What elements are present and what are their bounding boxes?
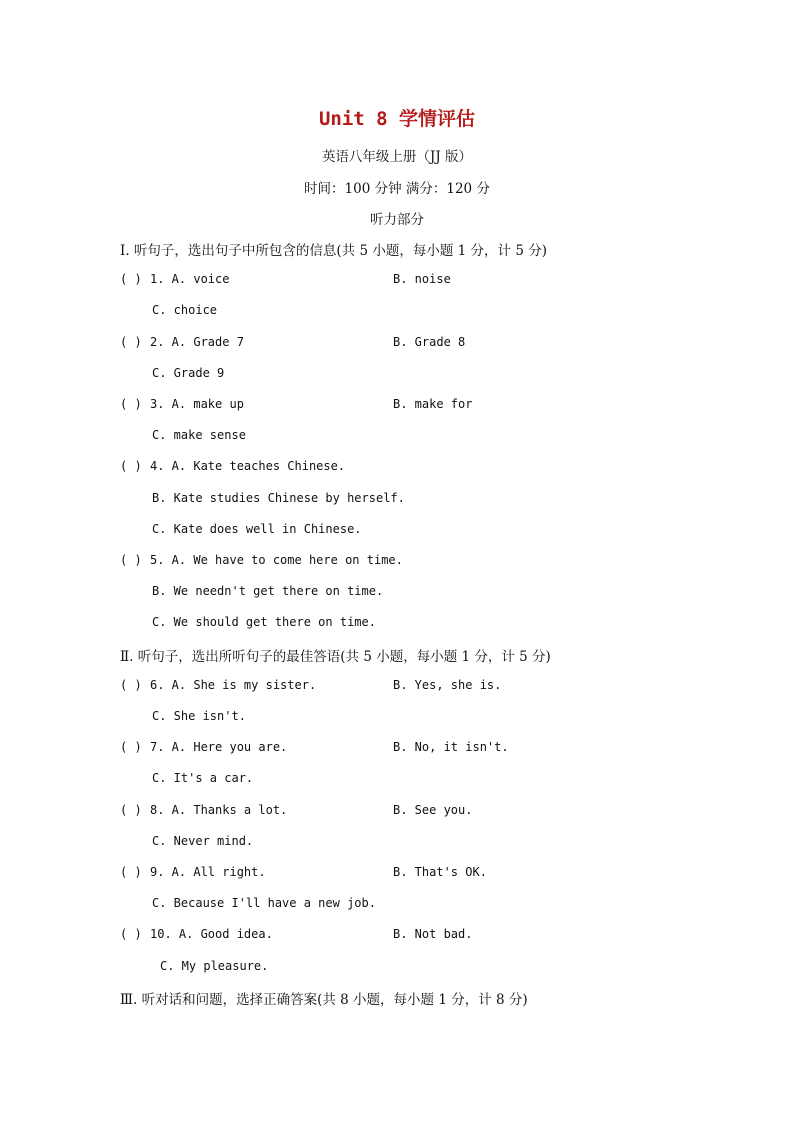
option-b: B. Grade 8 [393, 335, 466, 349]
option-a: 5. A. We have to come here on time. [150, 553, 403, 567]
option-c: C. She isn't. [152, 709, 246, 723]
answer-blank[interactable]: ( ) [120, 397, 142, 411]
option-a: 9. A. All right. [150, 865, 266, 879]
option-c: C. My pleasure. [160, 959, 269, 973]
option-c: C. Kate does well in Chinese. [152, 522, 362, 536]
answer-blank[interactable]: ( ) [120, 865, 142, 879]
option-b: B. We needn't get there on time. [152, 584, 384, 598]
option-a: 3. A. make up [150, 397, 244, 411]
answer-blank[interactable]: ( ) [120, 272, 142, 286]
option-c: C. choice [152, 303, 218, 317]
option-b: B. That's OK. [393, 865, 487, 879]
part-label: 听力部分 [370, 212, 424, 228]
option-a: 10. A. Good idea. [150, 927, 273, 941]
option-b: B. See you. [393, 803, 473, 817]
answer-blank[interactable]: ( ) [120, 459, 142, 473]
section-heading-2: Ⅱ. 听句子，选出所听句子的最佳答语(共 5 小题，每小题 1 分，计 5 分) [120, 649, 551, 665]
question-5 [120, 553, 403, 567]
question-7 [120, 740, 287, 754]
page-title: Unit 8 学情评估 [318, 108, 476, 130]
option-b: B. make for [393, 397, 473, 411]
question-6 [120, 678, 316, 692]
option-b: B. noise [393, 272, 451, 286]
question-1 [120, 272, 229, 286]
option-a: 6. A. She is my sister. [150, 678, 317, 692]
option-c: C. Never mind. [152, 834, 254, 848]
option-b: B. Kate studies Chinese by herself. [152, 491, 405, 505]
option-b: B. Yes, she is. [393, 678, 502, 692]
option-a: 1. A. voice [150, 272, 230, 286]
question-8 [120, 803, 287, 817]
option-b: B. Not bad. [393, 927, 473, 941]
answer-blank[interactable]: ( ) [120, 553, 142, 567]
question-4 [120, 459, 345, 473]
section-heading-3: Ⅲ. 听对话和问题，选择正确答案(共 8 小题，每小题 1 分，计 8 分) [120, 992, 528, 1008]
option-a: 8. A. Thanks a lot. [150, 803, 288, 817]
section-heading-1: Ⅰ. 听句子，选出句子中所包含的信息(共 5 小题，每小题 1 分，计 5 分) [120, 243, 547, 259]
option-c: C. Grade 9 [152, 366, 225, 380]
answer-blank[interactable]: ( ) [120, 740, 142, 754]
answer-blank[interactable]: ( ) [120, 803, 142, 817]
option-c: C. make sense [152, 428, 246, 442]
question-3 [120, 397, 244, 411]
question-9 [120, 865, 266, 879]
book-subtitle: 英语八年级上册（JJ 版） [321, 149, 473, 165]
option-b: B. No, it isn't. [393, 740, 509, 754]
answer-blank[interactable]: ( ) [120, 927, 142, 941]
option-c: C. We should get there on time. [152, 615, 376, 629]
option-c: C. Because I'll have a new job. [152, 896, 376, 910]
answer-blank[interactable]: ( ) [120, 335, 142, 349]
option-c: C. It's a car. [152, 771, 254, 785]
time-score: 时间：100 分钟 满分：120 分 [304, 181, 490, 197]
answer-blank[interactable]: ( ) [120, 678, 142, 692]
option-a: 7. A. Here you are. [150, 740, 288, 754]
option-a: 4. A. Kate teaches Chinese. [150, 459, 346, 473]
option-a: 2. A. Grade 7 [150, 335, 244, 349]
question-10 [120, 927, 273, 941]
question-2 [120, 335, 244, 349]
